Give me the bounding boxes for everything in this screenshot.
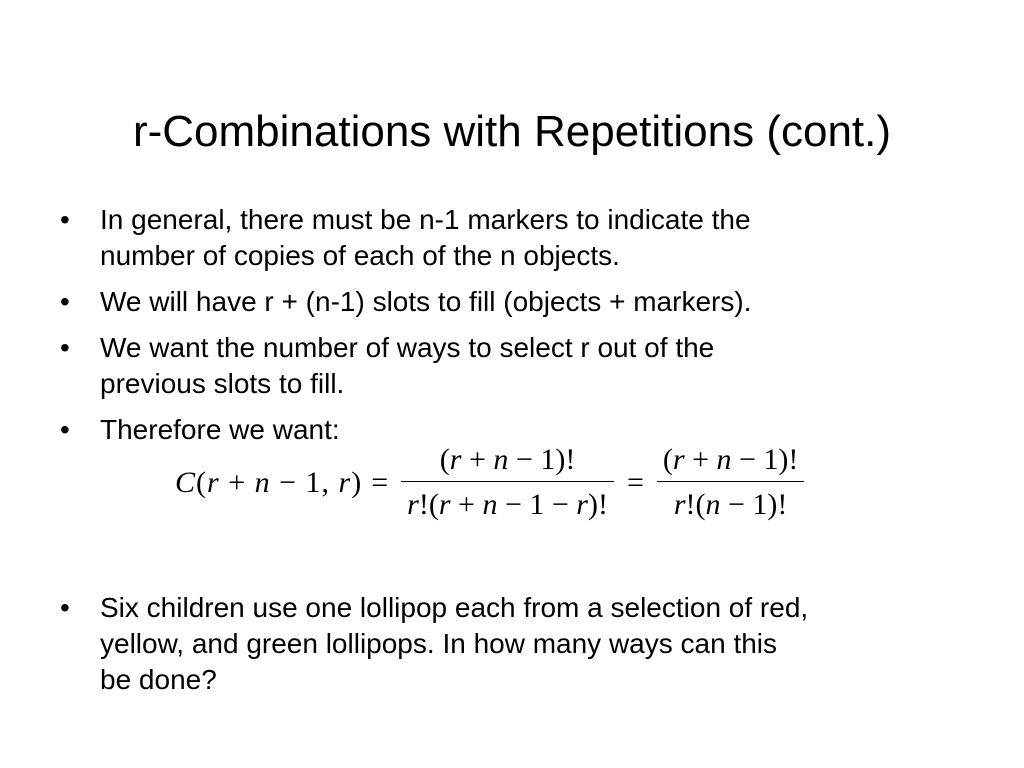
bullet-text-line: number of copies of each of the n objects.: [100, 240, 620, 271]
formula-equals: =: [626, 465, 644, 499]
fraction-1-denominator: r!(r + n − 1 − r)!: [401, 481, 614, 523]
bullet-text-line: Six children use one lollipop each from a selection of red,: [100, 592, 809, 623]
bullet-icon: •: [60, 592, 70, 623]
formula-fraction-1: [401, 442, 614, 523]
bullet-item: [0, 330, 1000, 402]
formula-equals: =: [371, 465, 389, 499]
bullet-text-line: We want the number of ways to select r out of the: [100, 332, 715, 363]
bullet-item: [0, 202, 1000, 274]
bullet-text-line: In general, there must be n-1 markers to indicate the: [100, 204, 751, 235]
bullet-list: [0, 590, 1000, 708]
bullet-icon: •: [60, 204, 70, 235]
slide-title: r-Combinations with Repetitions (cont.): [132, 107, 892, 156]
bullet-text-line: yellow, and green lollipops. In how many ways can this: [100, 628, 778, 659]
fraction-2-denominator: r!(n − 1)!: [657, 481, 805, 523]
bullet-icon: •: [60, 332, 70, 363]
bullet-text-line: Therefore we want:: [100, 414, 340, 445]
bullet-list: [0, 202, 1000, 458]
combination-formula: [175, 442, 808, 523]
bullet-icon: •: [60, 414, 70, 445]
bullet-icon: •: [60, 286, 70, 317]
formula-fraction-2: [657, 442, 805, 523]
formula-lhs: C(r + n − 1, r): [175, 465, 363, 499]
bullet-text-line: We will have r + (n-1) slots to fill (objects + markers).: [100, 286, 752, 317]
bullet-item: [0, 590, 1000, 698]
fraction-1-numerator: (r + n − 1)!: [439, 443, 576, 476]
bullet-text-line: be done?: [100, 664, 217, 695]
fraction-2-numerator: (r + n − 1)!: [662, 443, 799, 476]
bullet-item: [0, 284, 1000, 320]
bullet-text-line: previous slots to fill.: [100, 368, 345, 399]
